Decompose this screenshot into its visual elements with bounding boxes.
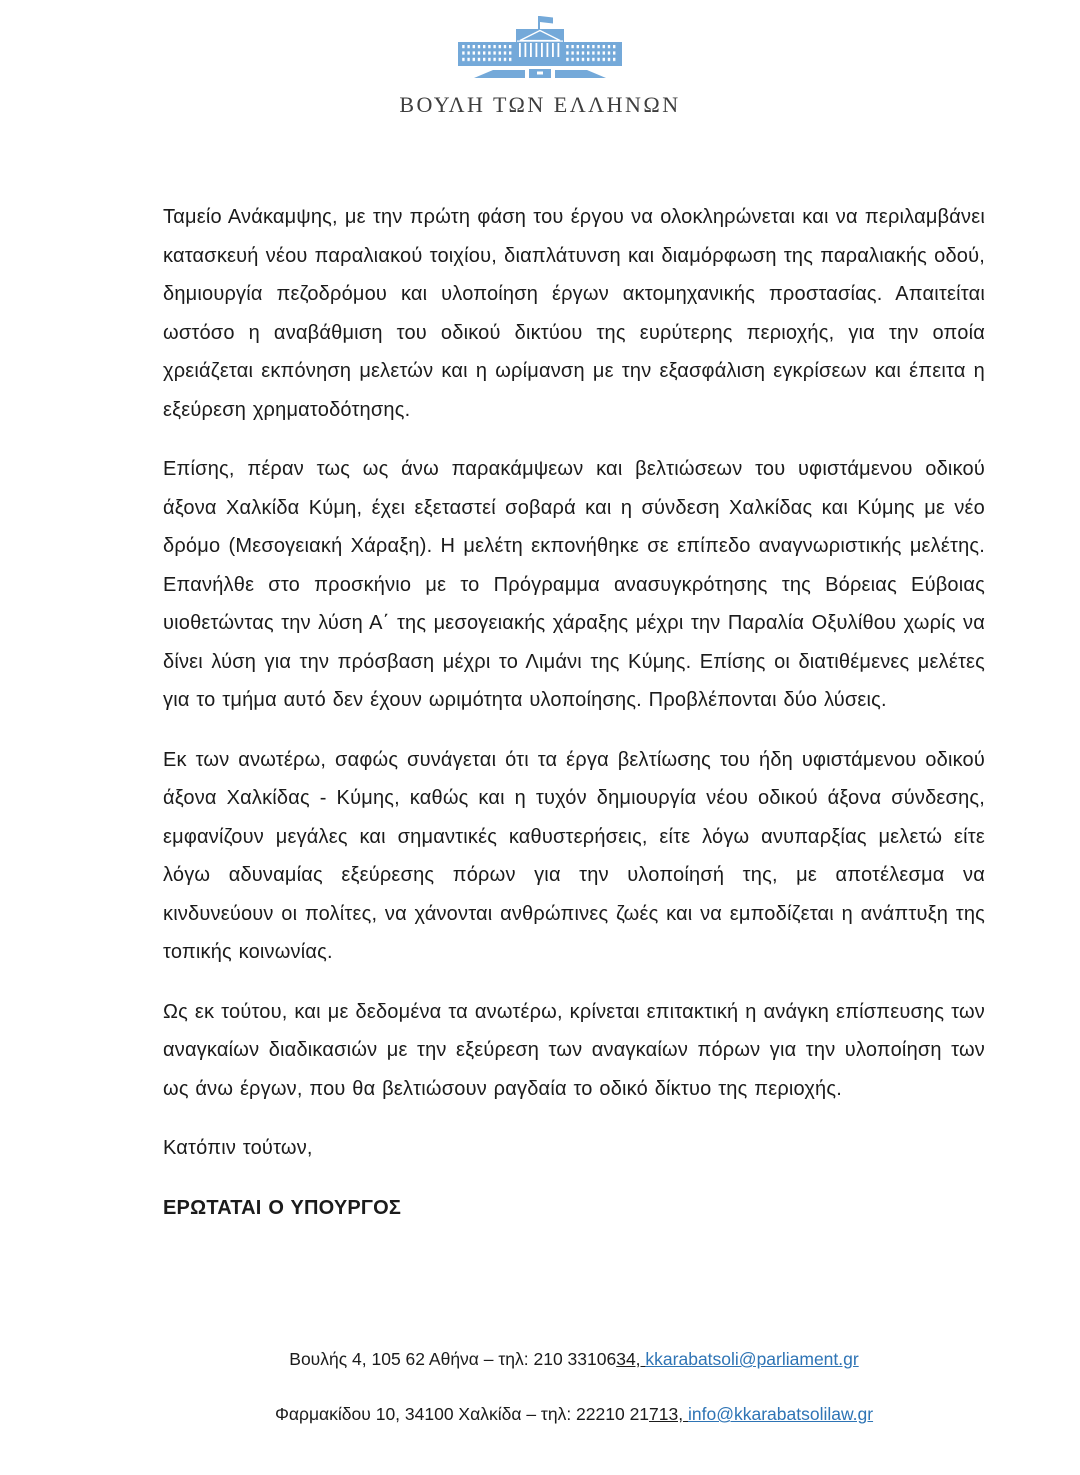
paragraph-recovery-fund: Ταμείο Ανάκαμψης, με την πρώτη φάση του έργου να ολοκληρώνεται και να περιλαμβάνει κατασκευή νέου παραλιακού τοιχίου, διαπλάτυνση και διαμόρφωση της παραλιακής οδού, δημιουργία πεζοδρόμου και υλοποίηση έργων ακτομηχανικής προστασίας. Απαιτείται ωστόσο η αναβάθμιση του οδικού δικτύου της ευρύτερης περιοχής, για την οποία χρειάζεται εκπόνηση μελετών και η ωρίμανση με την εξασφάλιση εγκρίσεων και έπειτα η εξεύρεση χρηματοδότησης. bbox=[163, 206, 985, 421]
email-link-law-office[interactable]: info@kkarabatsolilaw.gr bbox=[687, 1404, 874, 1424]
footer-line-chalkida bbox=[163, 1404, 985, 1425]
parliament-header bbox=[0, 0, 1080, 118]
parliament-building-icon bbox=[457, 13, 623, 89]
paragraph-delays-conclusion: Εκ των ανωτέρω, σαφώς συνάγεται ότι τα έργα βελτίωσης του ήδη υφιστάμενου οδικού άξονα Χαλκίδας - Κύμης, καθώς και η τυχόν δημιουργία νέου οδικού άξονα σύνδεσης, εμφανίζουν μεγάλες και σημαντικές καθυστερήσεις, είτε λόγω ανυπαρξίας μελετώ είτε λόγω αδυναμίας εξεύρεσης πόρων για την υλοποίησή της, με αποτέλεσμα να κινδυνεύουν οι πολίτες, να χάνονται ανθρώπινες ζωές και να εμποδίζεται η ανάπτυξη της τοπικής κοινωνίας. bbox=[163, 748, 985, 963]
footer-athens-address: Βουλής 4, 105 62 Αθήνα – τηλ: 210 33106 bbox=[289, 1349, 617, 1369]
parliament-logo-caption: ΒΟΥΛΗ ΤΩΝ ΕΛΛΗΝΩΝ bbox=[399, 92, 681, 117]
letter-body bbox=[163, 198, 985, 1227]
footer-chalkida-address: Φαρμακίδου 10, 34100 Χαλκίδα – τηλ: 22210 21 bbox=[274, 1404, 650, 1424]
footer-chalkida-underlined-digits: 713, bbox=[649, 1404, 688, 1424]
closing-phrase: Κατόπιν τούτων, bbox=[163, 1137, 313, 1159]
footer-athens-underlined-digits: 34, bbox=[616, 1349, 646, 1369]
parliament-logo bbox=[0, 13, 1080, 89]
email-link-parliament[interactable]: kkarabatsoli@parliament.gr bbox=[645, 1349, 859, 1369]
question-heading: ΕΡΩΤΑΤΑΙ Ο ΥΠΟΥΡΓΟΣ bbox=[163, 1196, 402, 1219]
paragraph-chalkida-kymi-axis: Επίσης, πέραν τως ως άνω παρακάμψεων και βελτιώσεων του υφιστάμενου οδικού άξονα Χαλκίδα Κύμη, έχει εξεταστεί σοβαρά και η σύνδεση Χαλκίδας και Κύμης με νέο δρόμο (Μεσογειακή Χάραξη). Η μελέτη εκπονήθηκε σε επίπεδο αναγνωριστικής μελέτης. Επανήλθε στο προσκήνιο με το Πρόγραμμα ανασυγκρότησης της Βόρειας Εύβοιας υιοθετώντας την λύση Α΄ της μεσογειακής χάραξης μέχρι την Παραλία Οξυλίθου χωρίς να δίνει λύση για την πρόσβαση μέχρι το Λιμάνι της Κύμης. Επίσης οι διατιθέμενες μελέτες για το τμήμα αυτό δεν έχουν ωριμότητα υλοποίησης. Προβλέπονται δύο λύσεις. bbox=[163, 458, 985, 711]
paragraph-urgency: Ως εκ τούτου, και με δεδομένα τα ανωτέρω, κρίνεται επιτακτική η ανάγκη επίσπευσης των αναγκαίων διαδικασιών με την εξεύρεση των αναγκαίων πόρων για την υλοποίηση των ως άνω έργων, που θα βελτιώσουν ραγδαία το οδικό δίκτυο της περιοχής. bbox=[163, 1000, 985, 1100]
footer-line-athens bbox=[163, 1349, 985, 1370]
